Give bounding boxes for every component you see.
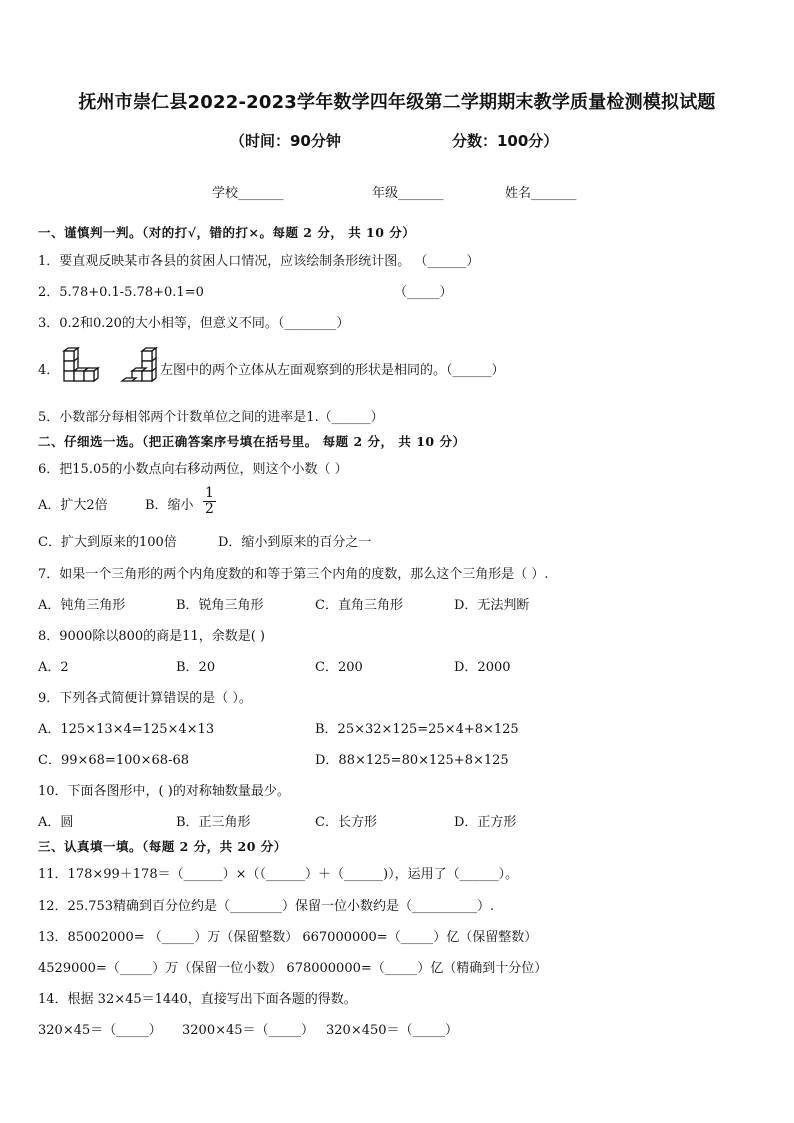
q7-option-b: B．锐角三角形: [176, 598, 264, 613]
section2-heading: 二、仔细选一选。（把正确答案序号填在括号里。 每题 2 分， 共 10 分）: [38, 434, 466, 449]
question-6: 6．把15.05的小数点向右移动两位，则这个小数（ ）: [38, 462, 348, 477]
question-13a: 13．85002000= （_____）万（保留整数） 667000000=（_____）亿（保留整数）: [38, 930, 538, 945]
exam-score: 分数：100分）: [452, 132, 559, 150]
question-1: 1．要直观反映某市各县的贫困人口情况，应该绘制条形统计图。 （______）: [38, 254, 480, 269]
grade-field: 年级_______: [372, 186, 444, 201]
q10-option-d: D．正方形: [454, 815, 517, 830]
page-title: 抚州市崇仁县2022-2023学年数学四年级第二学期期末教学质量检测模拟试题: [78, 92, 716, 113]
q10-option-a: A．圆: [38, 815, 74, 830]
question-4-number: 4．: [38, 363, 60, 378]
question-11: 11．178×99＋178＝（______）×（（______）＋（______)），运用了（______）。: [38, 867, 519, 882]
q6-option-b-fraction: [201, 486, 216, 517]
q8-option-d: D．2000: [454, 660, 511, 675]
q9-option-b: B．25×32×125=25×4+8×125: [315, 722, 519, 737]
question-5: 5．小数部分每相邻两个计数单位之间的进率是1.（______）: [38, 410, 384, 425]
question-4: 左图中的两个立体从左面观察到的形状是相同的。（______）: [160, 363, 505, 378]
q7-option-c: C．直角三角形: [315, 598, 403, 613]
q14-part-c: 320×450＝（_____）: [326, 1023, 459, 1038]
school-field: 学校_______: [212, 186, 284, 201]
q14-part-a: 320×45＝（_____）: [38, 1023, 162, 1038]
question-7: 7．如果一个三角形的两个内角度数的和等于第三个内角的度数，那么这个三角形是（ ）.: [38, 567, 549, 582]
q6-option-d: D．缩小到原来的百分之一: [218, 535, 372, 550]
q7-option-d: D．无法判断: [454, 598, 530, 613]
question-2: 2．5.78+0.1-5.78+0.1=0: [38, 285, 204, 300]
q9-option-d: D．88×125=80×125+8×125: [315, 753, 509, 768]
q9-option-a: A．125×13×4=125×4×13: [38, 722, 215, 737]
question-10: 10．下面各图形中，( )的对称轴数量最少。: [38, 784, 290, 799]
question-9: 9．下列各式简便计算错误的是（ ）。: [38, 691, 252, 706]
q8-option-a: A．2: [38, 660, 69, 675]
question-8: 8．9000除以800的商是11，余数是( ): [38, 629, 265, 644]
q9-option-c: C．99×68=100×68-68: [38, 753, 189, 768]
solid-figures-icon: [60, 347, 160, 385]
q10-option-c: C．长方形: [315, 815, 377, 830]
name-field: 姓名_______: [505, 186, 577, 201]
question-14: 14．根据 32×45＝1440，直接写出下面各题的得数。: [38, 992, 357, 1007]
q10-option-b: B．正三角形: [176, 815, 251, 830]
q6-option-b: B．缩小: [145, 498, 194, 513]
q6-option-c: C．扩大到原来的100倍: [38, 535, 177, 550]
question-3: 3．0.2和0.20的大小相等，但意义不同。（________）: [38, 316, 350, 331]
q6-option-a: A．扩大2倍: [38, 498, 108, 513]
question-12: 12．25.753精确到百分位约是（________）保留一位小数约是（__________）.: [38, 899, 495, 914]
exam-time: （时间：90分钟: [230, 132, 341, 150]
q8-option-b: B．20: [176, 660, 216, 675]
section1-heading: 一、谨慎判一判。（对的打√，错的打×。每题 2 分， 共 10 分）: [38, 225, 416, 240]
q7-option-a: A．钝角三角形: [38, 598, 126, 613]
question-13b: 4529000=（_____）万（保留一位小数） 678000000=（_____）亿（精确到十分位）: [38, 961, 548, 976]
q14-part-b: 3200×45＝（_____）: [182, 1023, 315, 1038]
section3-heading: 三、认真填一填。（每题 2 分，共 20 分）: [38, 839, 287, 854]
fraction-denominator: 2: [205, 501, 214, 517]
question-2-blank: （_____）: [394, 285, 453, 300]
q8-option-c: C．200: [315, 660, 363, 675]
fraction-numerator: 1: [205, 485, 214, 501]
